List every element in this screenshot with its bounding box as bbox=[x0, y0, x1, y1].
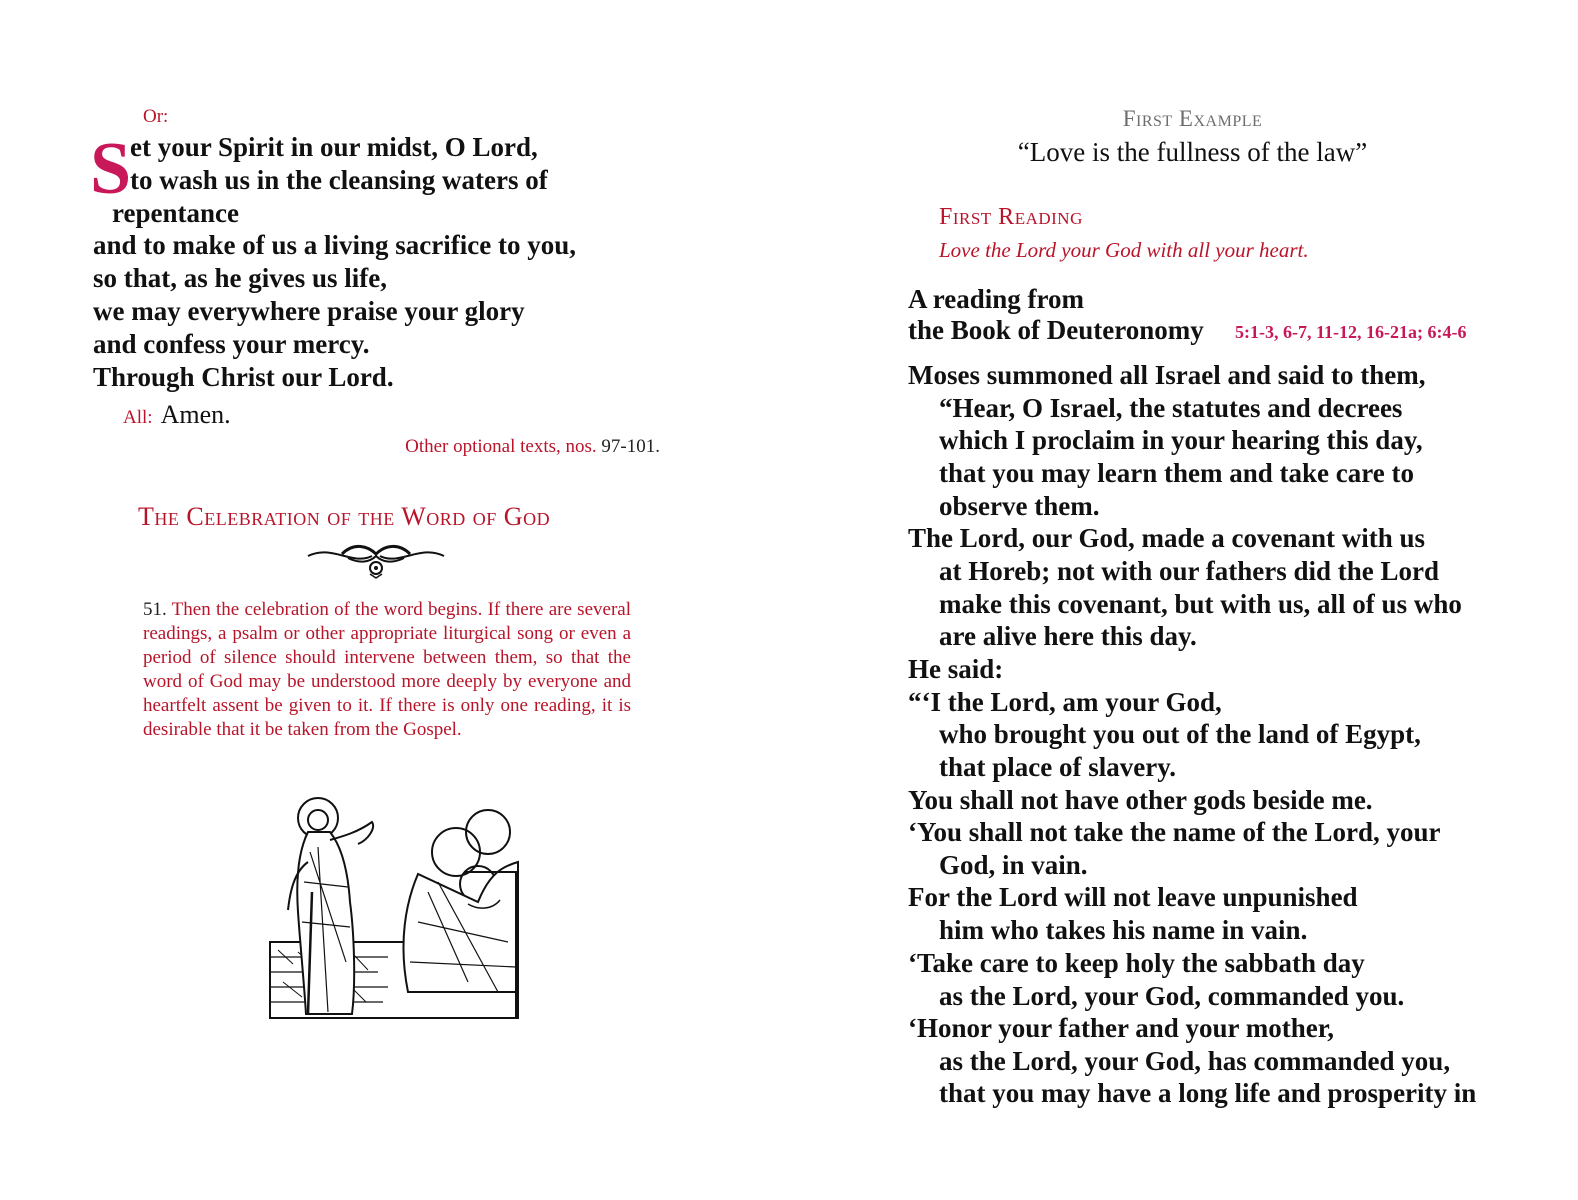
prayer-line: to wash us in the cleansing waters of bbox=[130, 165, 548, 195]
reading-line: are alive here this day. bbox=[939, 621, 1197, 651]
reading-intro: the Book of Deuteronomy bbox=[908, 315, 1204, 345]
reading-summary: Love the Lord your God with all your heart. bbox=[939, 238, 1309, 262]
or-label: Or: bbox=[143, 106, 169, 127]
reading-line: ‘Honor your father and your mother, bbox=[908, 1013, 1335, 1043]
prayer-line: et your Spirit in our midst, O Lord, bbox=[130, 132, 538, 162]
response-text: Amen. bbox=[160, 400, 231, 429]
reading-line: ‘Take care to keep holy the sabbath day bbox=[908, 948, 1365, 978]
reading-line: “Hear, O Israel, the statutes and decrees bbox=[939, 393, 1403, 423]
reading-label: First Reading bbox=[939, 204, 1083, 230]
reading-line: which I proclaim in your hearing this day, bbox=[939, 425, 1423, 455]
reading-line: You shall not have other gods beside me. bbox=[908, 785, 1373, 815]
reading-line: at Horeb; not with our fathers did the Lord bbox=[939, 556, 1440, 586]
reading-intro: A reading from bbox=[908, 284, 1085, 314]
example-title: “Love is the fullness of the law” bbox=[1017, 137, 1368, 167]
drop-cap: S bbox=[90, 128, 132, 210]
woodcut-illustration bbox=[268, 792, 520, 1020]
rubric-text: Then the celebration of the word begins. If there are several readings, a psalm or other appropriate liturgical song or even a period of silence should intervene between them, so that the word of God may be understood more deeply by everyone and heartfelt assent be given to it. If there is only one reading, it is desirable that it be taken from the Gospel. bbox=[143, 599, 631, 740]
reading-line: For the Lord will not leave unpunished bbox=[908, 882, 1358, 912]
reading-line: that place of slavery. bbox=[939, 752, 1176, 782]
prayer-line: repentance bbox=[112, 198, 239, 228]
reading-line: ‘You shall not take the name of the Lord, your bbox=[908, 817, 1441, 847]
prayer-line: so that, as he gives us life, bbox=[93, 263, 388, 293]
prayer-line: Through Christ our Lord. bbox=[93, 362, 394, 392]
ornament-flourish-icon bbox=[302, 536, 450, 582]
reading-line: “‘I the Lord, am your God, bbox=[908, 687, 1222, 717]
reading-line: as the Lord, your God, has commanded you, bbox=[939, 1046, 1451, 1076]
reading-line: him who takes his name in vain. bbox=[939, 915, 1308, 945]
reading-line: God, in vain. bbox=[939, 850, 1088, 880]
optional-note-text: Other optional texts, nos. bbox=[405, 436, 597, 457]
reading-line: Moses summoned all Israel and said to them, bbox=[908, 360, 1426, 390]
response bbox=[123, 400, 231, 430]
optional-note-range: 97-101. bbox=[601, 436, 660, 457]
prayer-line: and to make of us a living sacrifice to you, bbox=[93, 230, 576, 260]
prayer-line: and confess your mercy. bbox=[93, 329, 370, 359]
reading-line: He said: bbox=[908, 654, 1004, 684]
rubric-paragraph bbox=[143, 598, 631, 742]
reading-line: who brought you out of the land of Egypt, bbox=[939, 719, 1421, 749]
reading-line: as the Lord, your God, commanded you. bbox=[939, 981, 1405, 1011]
reading-line: The Lord, our God, made a covenant with us bbox=[908, 523, 1426, 553]
section-title: The Celebration of the Word of God bbox=[138, 502, 551, 531]
response-label: All: bbox=[123, 407, 153, 428]
prayer-line: we may everywhere praise your glory bbox=[93, 296, 525, 326]
reading-line: that you may learn them and take care to bbox=[939, 458, 1414, 488]
rubric-number: 51. bbox=[143, 599, 167, 620]
example-label: First Example bbox=[1122, 106, 1263, 131]
reading-line: observe them. bbox=[939, 491, 1100, 521]
optional-texts-note bbox=[405, 436, 660, 458]
scripture-citation: 5:1-3, 6-7, 11-12, 16-21a; 6:4-6 bbox=[1235, 322, 1467, 342]
reading-line: make this covenant, but with us, all of us who bbox=[939, 589, 1462, 619]
reading-line: that you may have a long life and prosperity in bbox=[939, 1078, 1477, 1108]
